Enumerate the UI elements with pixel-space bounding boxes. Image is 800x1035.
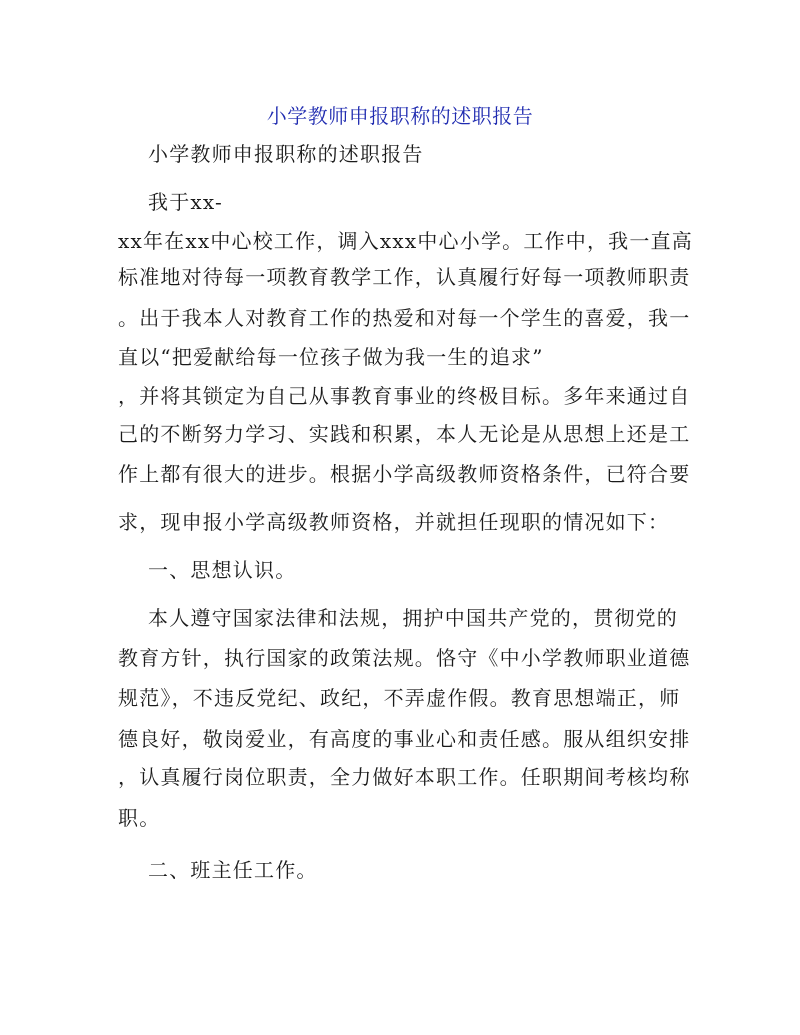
paragraph-line: 直以“把爱献给每一位孩子做为我一生的追求” [118,345,544,369]
paragraph-line: 我于xx- [148,190,223,214]
paragraph-line: ，认真履行岗位职责，全力做好本职工作。任职期间考核均称 [118,765,691,789]
paragraph-line: 求，现申报小学高级教师资格，并就担任现职的情况如下： [118,510,670,534]
document-subtitle: 小学教师申报职称的述职报告 [148,142,424,166]
paragraph-line: 。出于我本人对教育工作的热爱和对每一个学生的喜爱，我一 [118,306,691,330]
paragraph-line: 德良好，敬岗爱业，有高度的事业心和责任感。服从组织安排 [118,727,691,751]
paragraph-line: xx年在xx中心校工作，调入xxx中心小学。工作中，我一直高 [118,229,693,253]
paragraph-line: 标准地对待每一项教育教学工作，认真履行好每一项教师职责 [118,265,691,289]
paragraph-line: ，并将其锁定为自己从事教育事业的终极目标。多年来通过自 [118,384,691,408]
paragraph-line: 规范》，不违反党纪、政纪，不弄虚作假。教育思想端正，师 [118,686,681,710]
section-heading-1: 一、思想认识。 [148,558,297,582]
document-title: 小学教师申报职称的述职报告 [266,104,534,128]
paragraph-line: 教育方针，执行国家的政策法规。恪守《中小学教师职业道德 [118,646,691,670]
paragraph-line: 职。 [118,806,161,830]
section-heading-2: 二、班主任工作。 [148,858,318,882]
paragraph-line: 作上都有很大的进步。根据小学高级教师资格条件，已符合要 [118,462,691,486]
paragraph-line: 本人遵守国家法律和法规，拥护中国共产党的，贯彻党的 [148,606,678,630]
paragraph-line: 己的不断努力学习、实践和积累，本人无论是从思想上还是工 [118,422,691,446]
